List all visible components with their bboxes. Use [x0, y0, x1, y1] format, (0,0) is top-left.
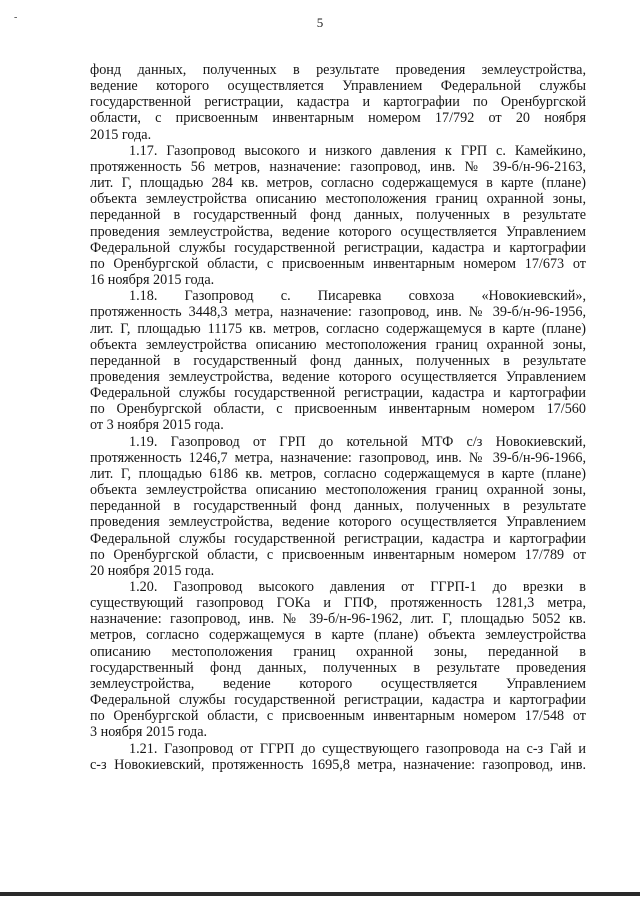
text-line: проведения землеустройства, ведение которого осуществляется Управлением: [90, 514, 586, 531]
text-line: 1.19. Газопровод от ГРП до котельной МТФ с/з Новокиевский,: [129, 433, 586, 450]
text-line: 20 ноября 2015 года.: [90, 562, 215, 579]
text-line: переданной в государственный фонд данных, полученных в результате: [90, 498, 586, 515]
text-line: фонд данных, полученных в результате проведения землеустройства,: [90, 62, 586, 78]
text-line: 2015 года.: [90, 126, 152, 143]
text-line: Федеральной службы государственной регистрации, кадастра и картографии: [90, 692, 586, 709]
text-line: Федеральной службы государственной регистрации, кадастра и картографии: [90, 239, 586, 256]
text-line: государственной регистрации, кадастра и картографии по Оренбургской: [90, 94, 586, 111]
text-line: назначение: газопровод, инв. № 39-б/н-96-1962, лит. Г, площадью 5052 кв.: [90, 611, 586, 628]
text-line: переданной в государственный фонд данных, полученных в результате: [90, 207, 586, 224]
text-line: 3 ноября 2015 года.: [90, 724, 208, 741]
text-line: лит. Г, площадью 6186 кв. метров, согласно содержащемуся в карте (плане): [90, 465, 586, 482]
text-line: по Оренбургской области, с присвоенным инвентарным номером 17/673 от: [90, 255, 586, 272]
text-line: 1.21. Газопровод от ГГРП до существующего газопровода на с-з Гай и: [129, 740, 586, 757]
text-line: землеустройства, ведение которого осуществляется Управлением: [90, 675, 586, 692]
text-line: по Оренбургской области, с присвоенным инвентарным номером 17/789 от: [90, 546, 586, 563]
text-line: объекта землеустройства описанию местоположения границ охранной зоны,: [90, 336, 586, 353]
text-line: 1.18. Газопровод с. Писаревка совхоза «Новокиевский»,: [129, 288, 586, 305]
text-line: 1.17. Газопровод высокого и низкого давления к ГРП с. Камейкино,: [129, 142, 586, 159]
text-line: существующий газопровод ГОКа и ГПФ, протяженность 1281,3 метра,: [90, 595, 586, 612]
text-line: 16 ноября 2015 года.: [90, 272, 215, 289]
page-number: 5: [316, 15, 324, 30]
text-line: проведения землеустройства, ведение которого осуществляется Управлением: [90, 223, 586, 240]
text-line: описанию местоположения границ охранной зоны, переданной в: [90, 643, 586, 660]
text-line: Федеральной службы государственной регистрации, кадастра и картографии: [90, 530, 586, 547]
text-line: 1.20. Газопровод высокого давления от ГГРП-1 до врезки в: [129, 579, 586, 595]
bottom-rule: [0, 892, 640, 896]
text-line: лит. Г, площадью 11175 кв. метров, согласно содержащемуся в карте (плане): [90, 320, 586, 337]
text-line: ведение которого осуществляется Управлением Федеральной службы: [90, 78, 586, 95]
document-body: [90, 62, 586, 773]
text-line: области, с присвоенным инвентарным номером 17/792 от 20 ноября: [90, 110, 586, 127]
text-line: переданной в государственный фонд данных, полученных в результате: [90, 352, 586, 369]
text-line: по Оренбургской области, с присвоенным инвентарным номером 17/560: [90, 401, 586, 418]
text-line: объекта землеустройства описанию местоположения границ охранной зоны,: [90, 191, 586, 208]
text-line: протяженность 1246,7 метра, назначение: газопровод, инв. № 39-б/н-96-1966,: [90, 449, 586, 466]
text-line: государственный фонд данных, полученных в результате проведения: [90, 659, 586, 676]
text-line: лит. Г, площадью 284 кв. метров, согласно содержащемуся в карте (плане): [90, 175, 586, 192]
text-line: Федеральной службы государственной регистрации, кадастра и картографии: [90, 385, 586, 402]
text-line: протяженность 56 метров, назначение: газопровод, инв. № 39-б/н-96-2163,: [90, 158, 586, 175]
text-line: проведения землеустройства, ведение которого осуществляется Управлением: [90, 368, 586, 385]
corner-mark: -: [14, 12, 18, 23]
text-line: с-з Новокиевский, протяженность 1695,8 метра, назначение: газопровод, инв.: [90, 756, 586, 773]
text-line: объекта землеустройства описанию местоположения границ охранной зоны,: [90, 482, 586, 499]
text-line: от 3 ноября 2015 года.: [90, 417, 224, 434]
text-line: по Оренбургской области, с присвоенным инвентарным номером 17/548 от: [90, 708, 586, 725]
text-line: протяженность 3448,3 метра, назначение: газопровод, инв. № 39-б/н-96-1956,: [90, 304, 586, 321]
text-line: метров, согласно содержащемуся в карте (плане) объекта землеустройства: [90, 627, 586, 644]
